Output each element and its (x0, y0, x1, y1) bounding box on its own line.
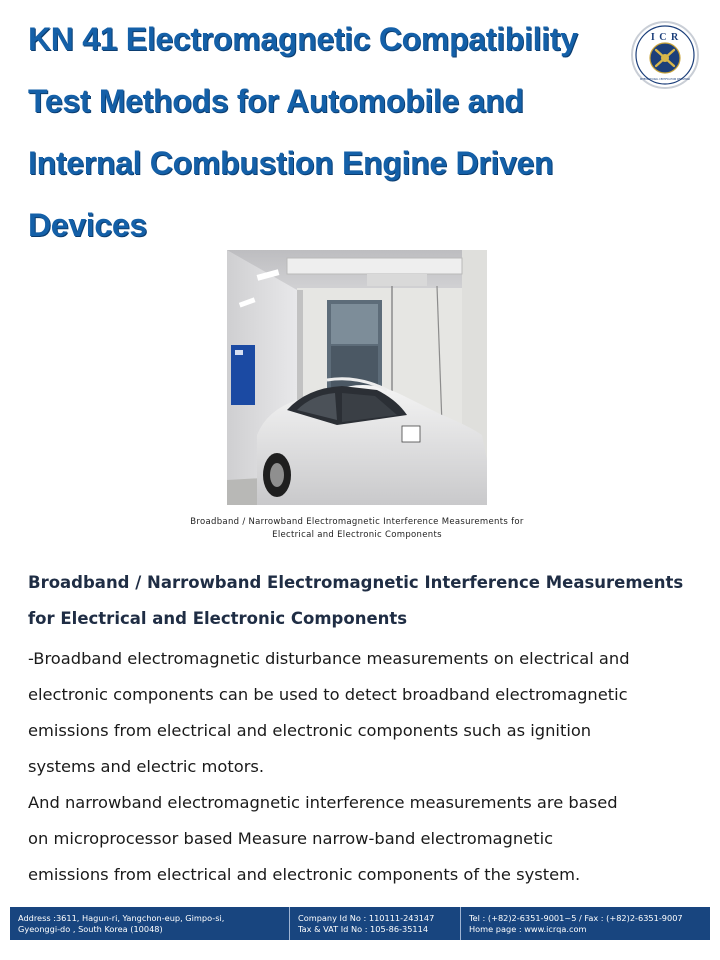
body-line-6: on microprocessor based Measure narrow-band electromagnetic (28, 829, 554, 848)
heading-line-1: Broadband / Narrowband Electromagnetic Interference Measurements (28, 573, 684, 592)
footer-company-id: Company Id No : 110111-243147 (298, 912, 435, 923)
car-emc-test-chamber-photo-icon (227, 250, 487, 505)
body-line-7: emissions from electrical and electronic components of the system. (28, 865, 581, 884)
heading-line-2: for Electrical and Electronic Components (28, 609, 408, 628)
logo-text: I C R (650, 32, 680, 43)
footer-homepage-link[interactable]: Home page : www.icrqa.com (469, 923, 587, 934)
footer-tel-fax: Tel : (+82)2-6351-9001~5 / Fax : (+82)2-6351-9007 (469, 912, 683, 923)
footer-tax-id: Tax & VAT Id No : 105-86-35114 (298, 923, 429, 934)
body-line-5: And narrowband electromagnetic interference measurements are based (28, 793, 618, 812)
document-title (28, 8, 628, 256)
footer-address-line-1: Address :3611, Hagun-ri, Yangchon-eup, Gimpo-si, (18, 912, 225, 923)
footer-contact (460, 907, 710, 940)
footer-company-ids (289, 907, 460, 940)
caption-line-1: Broadband / Narrowband Electromagnetic Interference Measurements for (190, 517, 524, 527)
footer-address-line-2: Gyeonggi-do , South Korea (10048) (18, 923, 163, 934)
body-line-1: -Broadband electromagnetic disturbance measurements on electrical and (28, 649, 630, 668)
body-paragraph (28, 641, 712, 893)
body-line-2: electronic components can be used to detect broadband electromagnetic (28, 685, 628, 704)
title-line-2: Test Methods for Automobile and (28, 83, 524, 119)
title-line-1: KN 41 Electromagnetic Compatibility (28, 21, 578, 57)
footer-address (10, 907, 289, 940)
caption-line-2: Electrical and Electronic Components (272, 530, 442, 540)
car-emc-test-photo (227, 250, 487, 505)
logo-subtext: INTERNATIONAL CERTIFICATION REGISTRAR (639, 78, 691, 81)
footer-bar (10, 907, 710, 940)
body-line-4: systems and electric motors. (28, 757, 265, 776)
icr-seal-icon (630, 20, 700, 90)
title-line-4: Devices (28, 207, 147, 243)
icr-logo (630, 20, 700, 90)
photo-caption (100, 516, 614, 542)
body-line-3: emissions from electrical and electronic components such as ignition (28, 721, 592, 740)
title-line-3: Internal Combustion Engine Driven (28, 145, 554, 181)
section-heading (28, 565, 712, 637)
